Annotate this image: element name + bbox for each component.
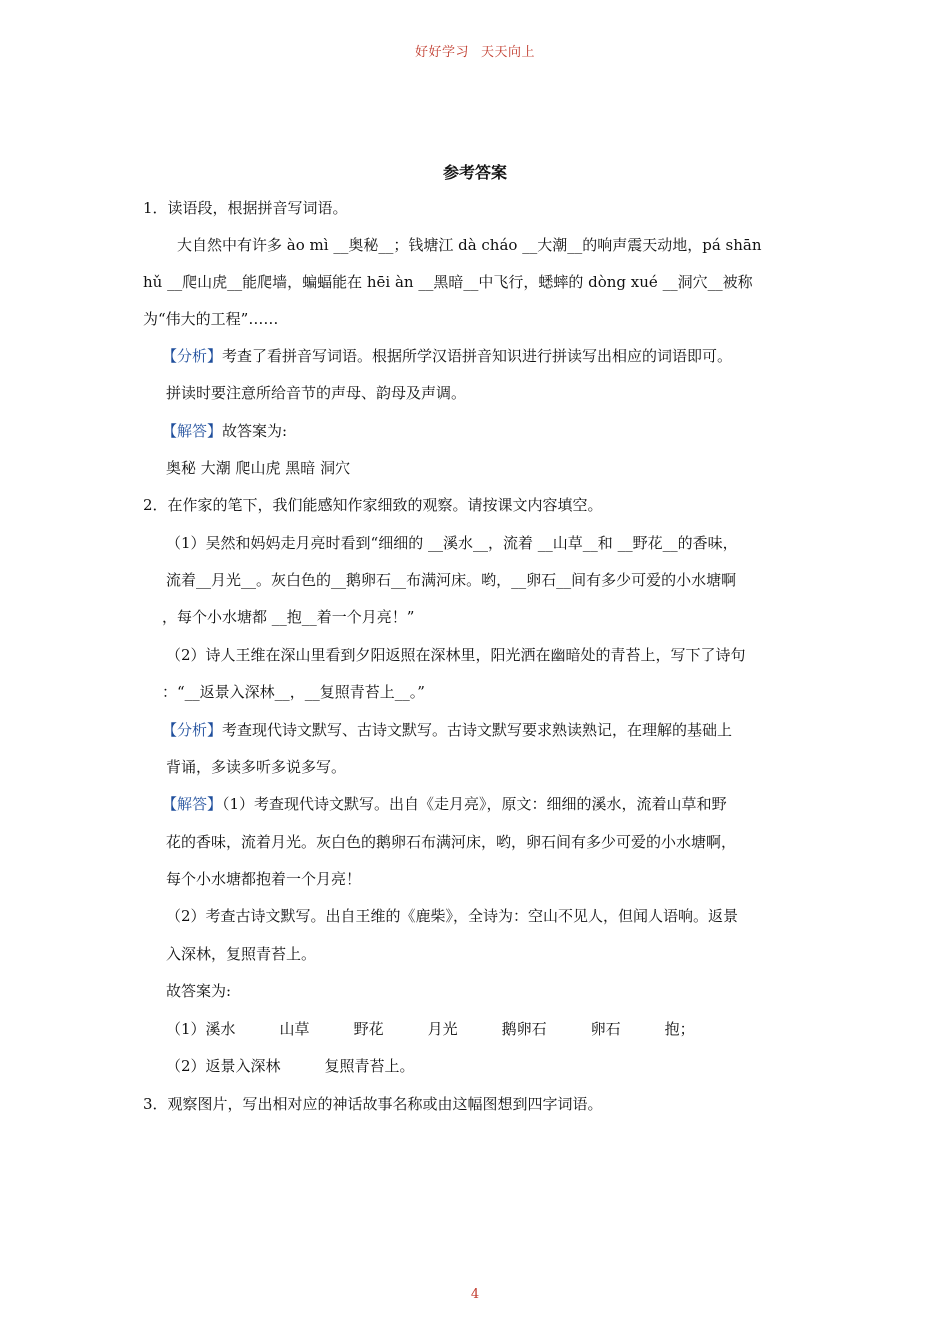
q2-answer-line4: （2）考查古诗文默写。出自王维的《鹿柴》，全诗为：空山不见人，但闻人语响。返景 [166,907,739,925]
page-header [0,41,950,60]
q1-answer-words: 奥秘 大潮 爬山虎 黑暗 洞穴 [166,459,351,477]
q1-analysis: 【分析】考查了看拼音写词语。根据所学汉语拼音知识进行拼读写出相应的词语即可。 [162,347,733,365]
q1-prompt: 1．读语段，根据拼音写词语。 [143,199,348,217]
q1-answer: 【解答】故答案为: [162,422,288,440]
q2-line1: （1）吴然和妈妈走月亮时看到“细细的 __溪水__，流着 __山草__和 __野花__的香味， [166,534,738,552]
analysis-tag: 【分析】 [162,347,223,365]
analysis-tag: 【分析】 [162,721,223,739]
header-motto-2: 天天向上 [481,45,536,60]
answer-tag: 【解答】 [162,422,223,440]
q1-analysis-cont: 拼读时要注意所给音节的声母、韵母及声调。 [166,384,467,402]
q2-analysis: 【分析】考查现代诗文默写、古诗文默写。古诗文默写要求熟读熟记，在理解的基础上 [162,721,733,739]
q2-prompt: 2．在作家的笔下，我们能感知作家细致的观察。请按课文内容填空。 [143,496,603,514]
q2-line4: （2）诗人王维在深山里看到夕阳返照在深林里，阳光洒在幽暗处的青苔上，写下了诗句 [166,646,746,664]
q2-answer-line6: 故答案为: [166,982,232,1000]
q2-analysis-cont: 背诵，多读多听多说多写。 [166,758,347,776]
q2-answer: 【解答】（1）考查现代诗文默写。出自《走月亮》，原文：细细的溪水，流着山草和野 [162,795,727,813]
q2-answer-line5: 入深林，复照青苔上。 [166,945,317,963]
q2-line2: 流着__月光__。灰白色的__鹅卵石__布满河床。哟，__卵石__间有多少可爱的小水塘啊 [166,571,737,589]
q2-line3: ，每个小水塘都 __抱__着一个月亮！” [162,608,415,626]
q2-final-2: （2）返景入深林 复照青苔上。 [166,1057,415,1075]
q2-answer-line2: 花的香味，流着月光。灰白色的鹅卵石布满河床，哟，卵石间有多少可爱的小水塘啊， [166,833,737,851]
q3-prompt: 3．观察图片，写出相对应的神话故事名称或由这幅图想到四字词语。 [143,1095,603,1113]
q1-line1: 大自然中有许多 ào mì __奥秘__；钱塘江 dà cháo __大潮__的响声震天动地，pá shān [177,236,762,254]
q2-final-1: （1）溪水 山草 野花 月光 鹅卵石 卵石 抱； [166,1020,695,1038]
q1-line2: hǔ __爬山虎__能爬墙，蝙蝠能在 hēi àn __黑暗__中飞行，蟋蟀的 dòng xué __洞穴__被称 [143,273,753,291]
q2-line5: ：“__返景入深林__，__复照青苔上__。” [162,683,425,701]
page-title: 参考答案 [442,163,507,182]
q2-answer-line3: 每个小水塘都抱着一个月亮！ [166,870,362,888]
header-motto-1: 好好学习 [414,45,469,60]
q1-line3: 为“伟大的工程”…… [143,310,279,328]
page-number: 4 [470,1287,480,1302]
answer-tag: 【解答】 [162,795,223,813]
